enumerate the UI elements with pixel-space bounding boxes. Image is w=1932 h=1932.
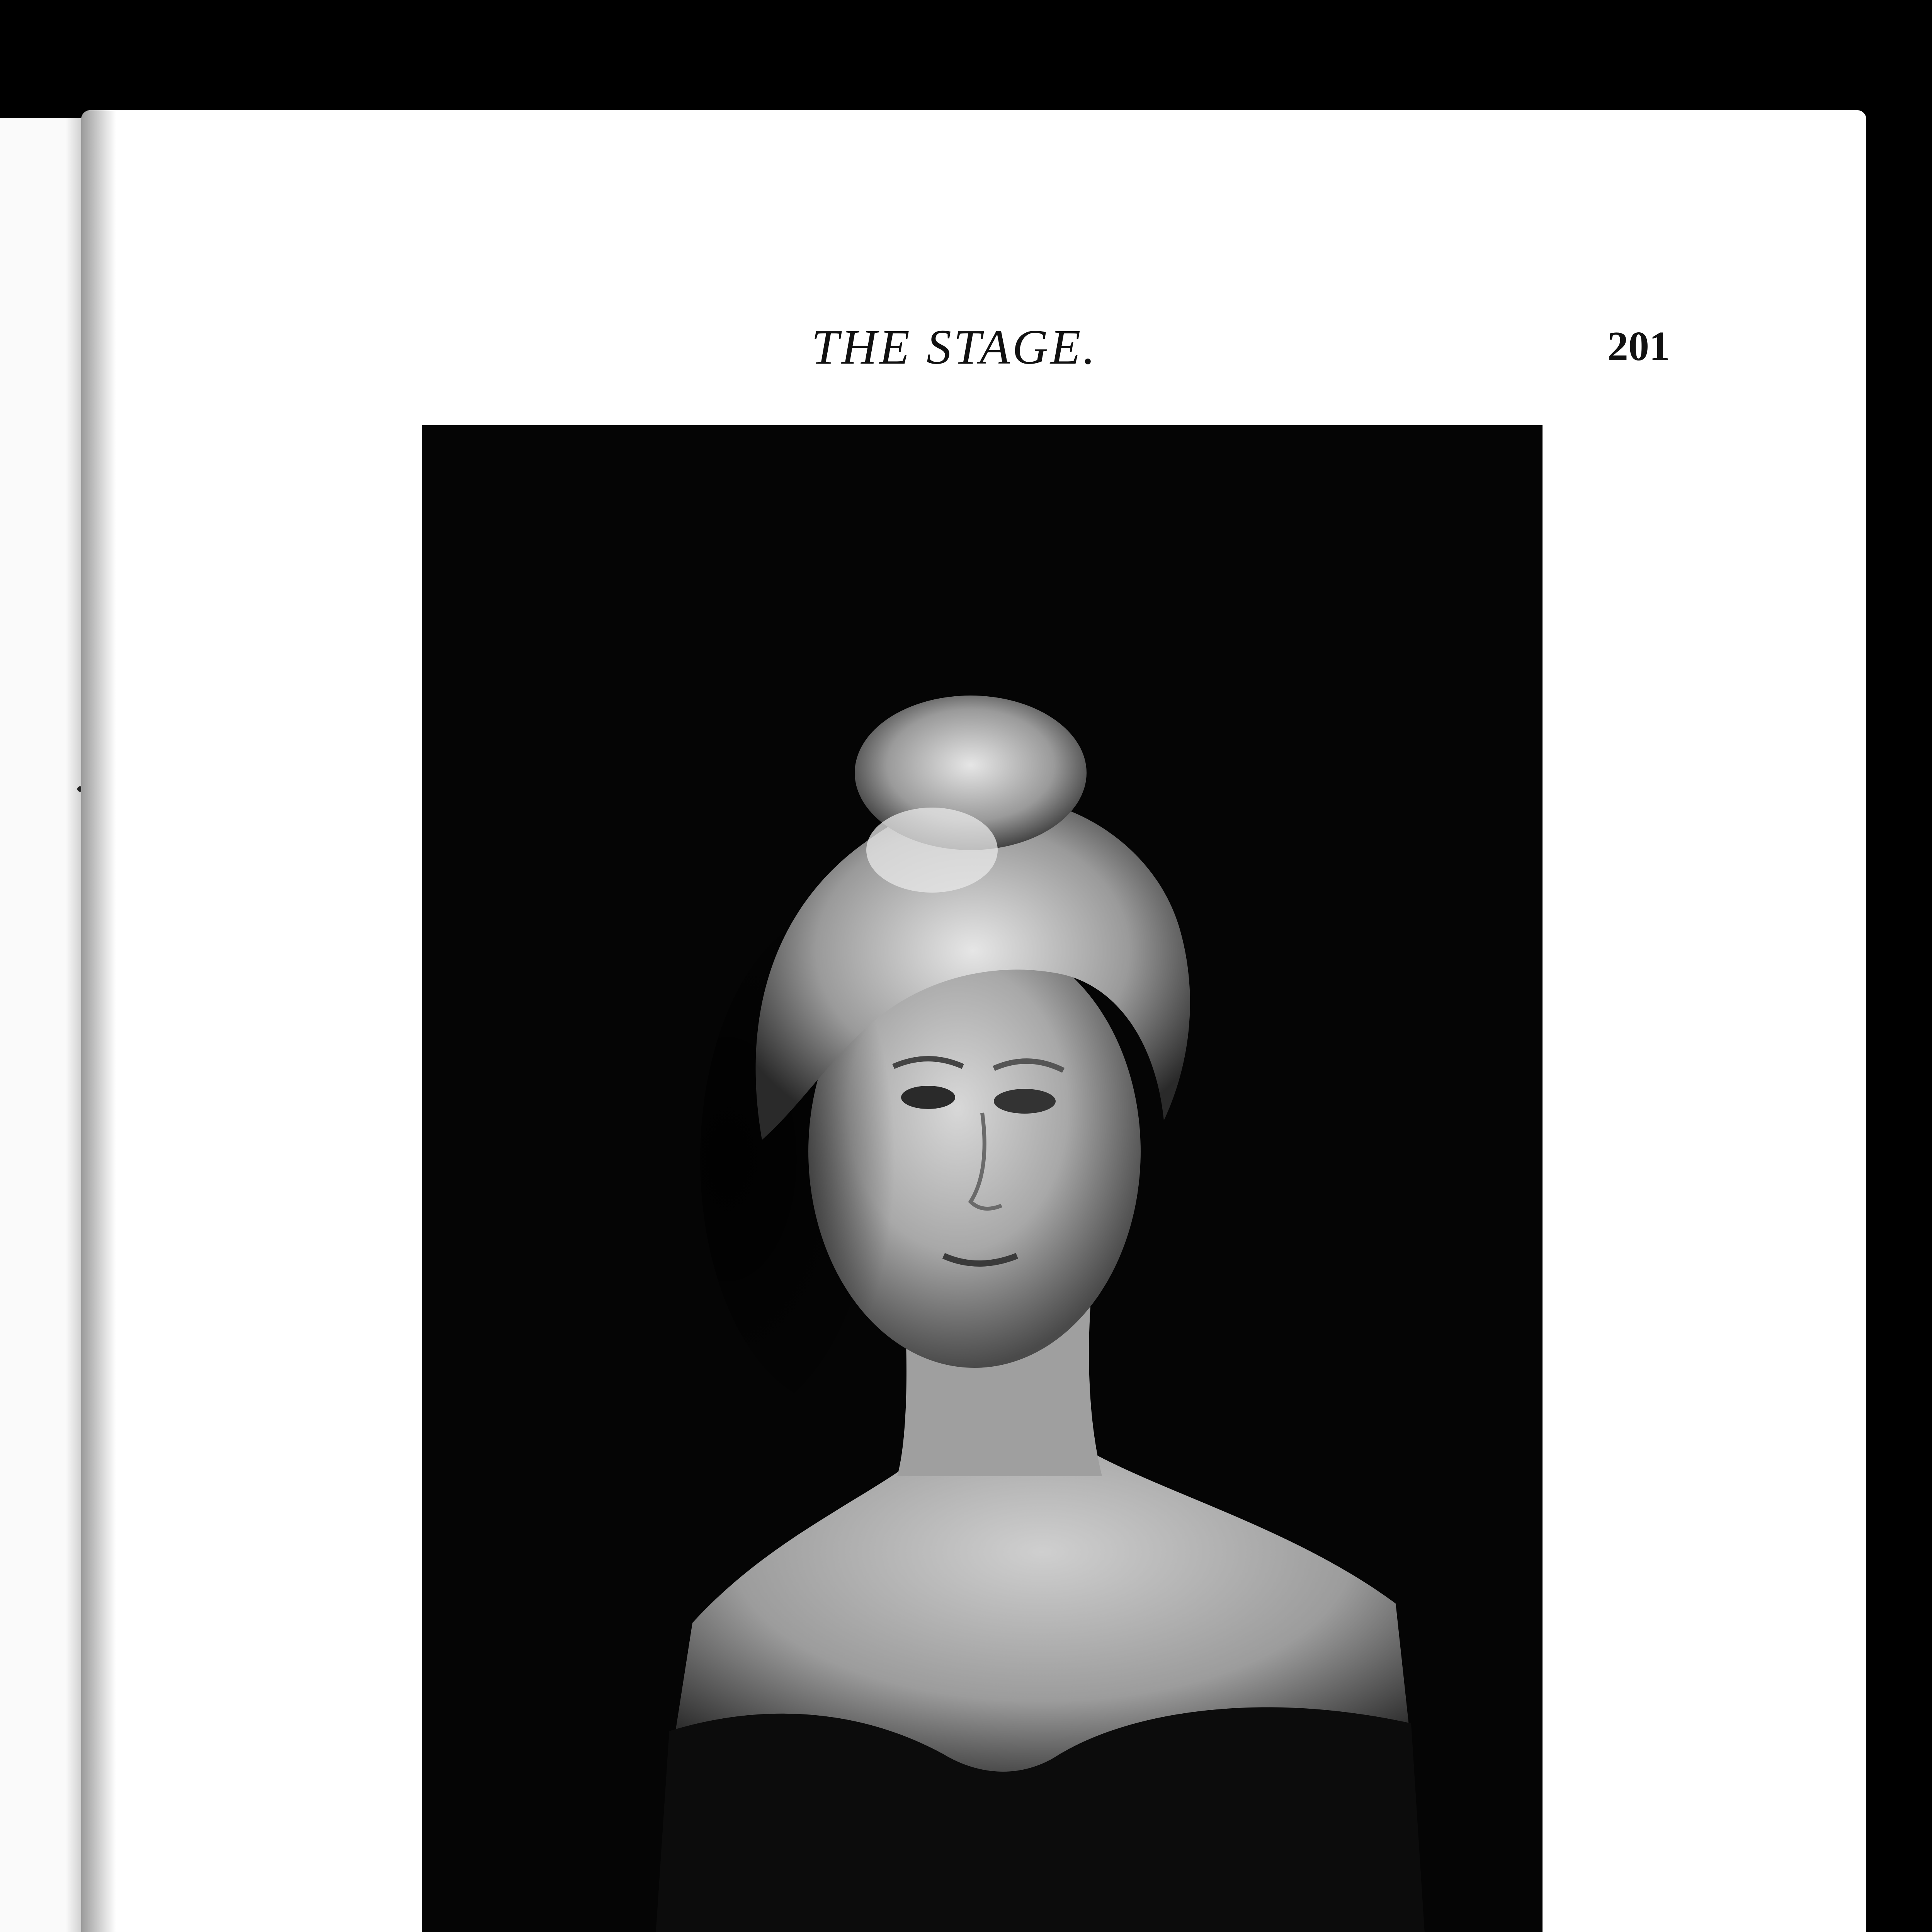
portrait-image [422, 425, 1543, 1932]
gutter-shade [81, 110, 116, 1932]
running-title: THE STAGE. [811, 320, 1098, 374]
page-number: 201 [1607, 323, 1670, 369]
previous-page-edge [0, 118, 89, 1932]
portrait-photograph [422, 425, 1543, 1932]
